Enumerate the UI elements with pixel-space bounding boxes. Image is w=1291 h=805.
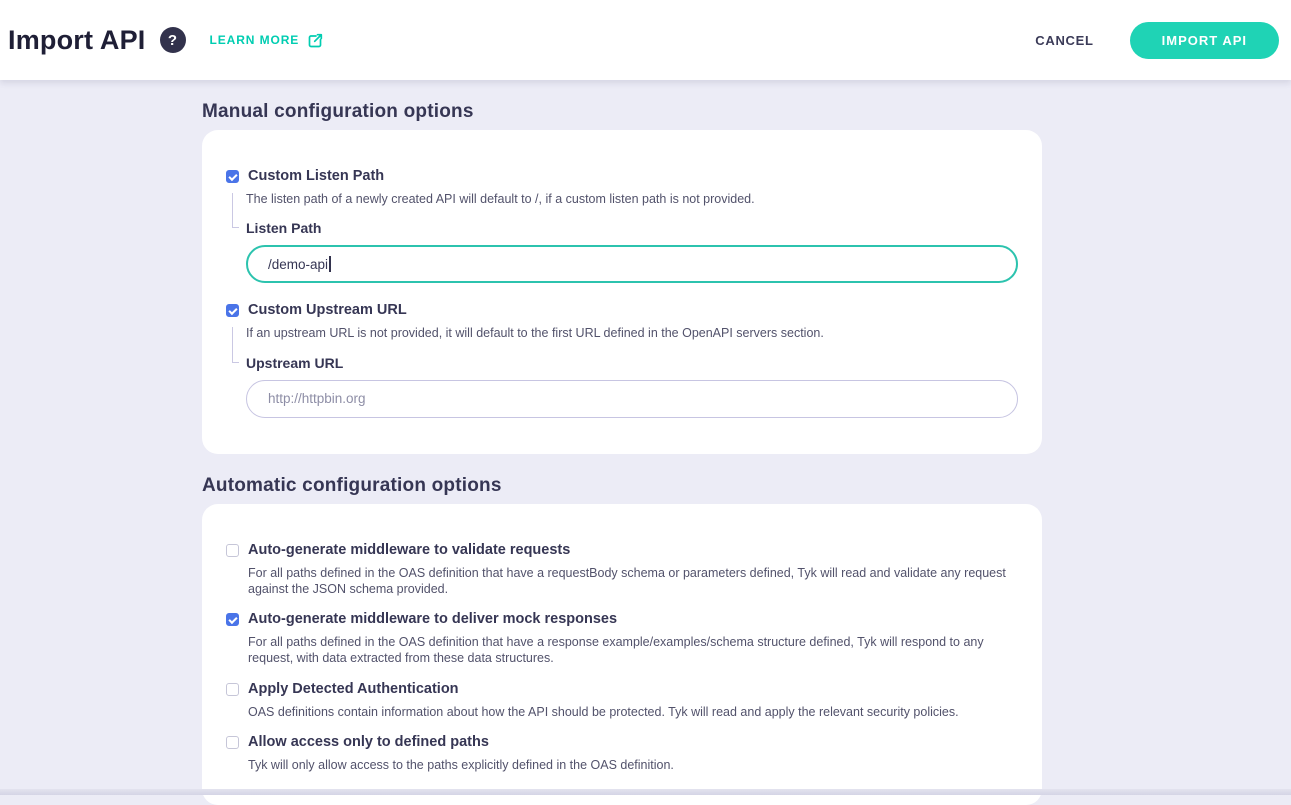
listen-path-group-body <box>232 191 1018 283</box>
detected-authentication-description: OAS definitions contain information about how the API should be protected. Tyk will read and apply the relevant security policies. <box>248 704 1018 720</box>
listen-path-field-label: Listen Path <box>246 220 1018 237</box>
detected-authentication-row[interactable] <box>226 681 1018 698</box>
validate-requests-label: Auto-generate middleware to validate requests <box>248 542 570 559</box>
custom-listen-path-row[interactable] <box>226 168 1018 185</box>
main-content <box>202 101 1042 805</box>
external-link-icon <box>308 33 323 48</box>
defined-paths-row[interactable] <box>226 734 1018 751</box>
upstream-url-input-row <box>232 380 1018 418</box>
defined-paths-description: Tyk will only allow access to the paths explicitly defined in the OAS definition. <box>248 757 1018 773</box>
upstream-url-description: If an upstream URL is not provided, it will default to the first URL defined in the OpenAPI servers section. <box>246 325 1018 341</box>
page-header <box>0 0 1291 80</box>
upstream-url-placeholder: http://httpbin.org <box>268 391 366 406</box>
option-mock-responses <box>226 611 1018 667</box>
custom-upstream-url-checkbox[interactable] <box>226 304 239 317</box>
mock-responses-checkbox[interactable] <box>226 613 239 626</box>
detected-authentication-checkbox[interactable] <box>226 683 239 696</box>
defined-paths-checkbox[interactable] <box>226 736 239 749</box>
learn-more-link[interactable] <box>210 33 324 48</box>
option-detected-authentication <box>226 681 1018 720</box>
listen-path-description: The listen path of a newly created API will default to /, if a custom listen path is not provided. <box>246 191 1018 207</box>
import-api-button[interactable]: IMPORT API <box>1130 22 1279 59</box>
upstream-url-input[interactable] <box>246 380 1018 418</box>
bottom-edge-shadow <box>0 789 1291 795</box>
text-caret <box>329 256 331 272</box>
automatic-section-heading: Automatic configuration options <box>202 475 1042 497</box>
connector-line <box>232 191 1018 237</box>
cancel-button[interactable]: CANCEL <box>1035 33 1093 48</box>
detected-authentication-label: Apply Detected Authentication <box>248 681 459 698</box>
custom-listen-path-checkbox[interactable] <box>226 170 239 183</box>
mock-responses-description: For all paths defined in the OAS definition that have a response example/examples/schema structure defined, Tyk will respond to any request, with data extracted from these data structures. <box>248 634 1018 667</box>
custom-listen-path-label: Custom Listen Path <box>248 168 384 185</box>
option-validate-requests <box>226 542 1018 598</box>
upstream-url-group <box>226 302 1018 417</box>
defined-paths-label: Allow access only to defined paths <box>248 734 489 751</box>
manual-config-card <box>202 130 1042 454</box>
upstream-url-field-label: Upstream URL <box>246 355 1018 372</box>
listen-path-value: /demo-api <box>268 257 328 272</box>
manual-section-heading: Manual configuration options <box>202 101 1042 123</box>
learn-more-label: LEARN MORE <box>210 33 300 47</box>
validate-requests-checkbox[interactable] <box>226 544 239 557</box>
automatic-config-card <box>202 504 1042 805</box>
upstream-url-group-body <box>232 325 1018 417</box>
connector-line <box>232 325 1018 371</box>
custom-upstream-url-label: Custom Upstream URL <box>248 302 407 319</box>
validate-requests-description: For all paths defined in the OAS definition that have a requestBody schema or parameters defined, Tyk will read and validate any request against the JSON schema provided. <box>248 565 1018 598</box>
listen-path-input[interactable] <box>246 245 1018 283</box>
listen-path-input-row <box>232 245 1018 283</box>
mock-responses-row[interactable] <box>226 611 1018 628</box>
help-icon[interactable]: ? <box>160 27 186 53</box>
listen-path-group <box>226 168 1018 283</box>
mock-responses-label: Auto-generate middleware to deliver mock responses <box>248 611 617 628</box>
page-title: Import API <box>8 25 146 56</box>
custom-upstream-url-row[interactable] <box>226 302 1018 319</box>
option-defined-paths <box>226 734 1018 773</box>
validate-requests-row[interactable] <box>226 542 1018 559</box>
